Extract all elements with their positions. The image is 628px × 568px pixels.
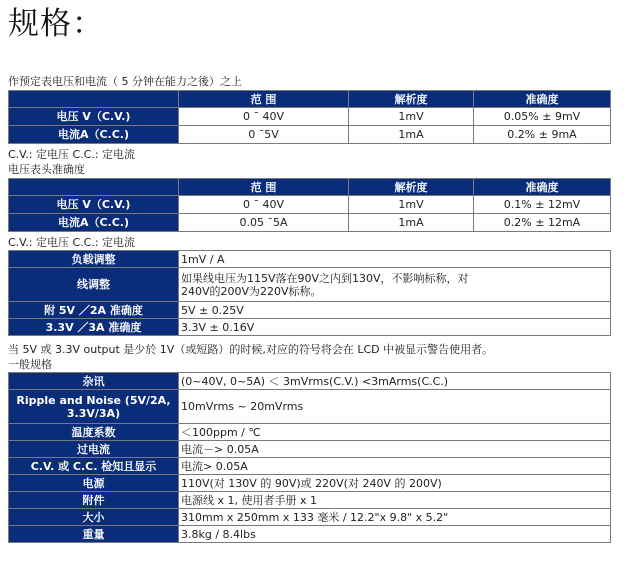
- header-range: 范 围: [179, 179, 349, 196]
- header-corner: [9, 179, 179, 196]
- table-row: [9, 214, 611, 232]
- value-cell: 如果线电压为115V落在90V之内到130V，不影响标称，对240V的200V为220V标称。: [179, 268, 611, 302]
- table-row: [9, 196, 611, 214]
- row-label: 电源: [9, 475, 179, 492]
- accuracy-cell: 0.1% ± 12mV: [474, 196, 611, 214]
- output-spec-table: [8, 90, 611, 144]
- accuracy-cell: 0.2% ± 12mA: [474, 214, 611, 232]
- row-label: 线调整: [9, 268, 179, 302]
- value-cell: 10mVrms ~ 20mVrms: [179, 390, 611, 424]
- table-row: [9, 475, 611, 492]
- header-accuracy: 准确度: [474, 179, 611, 196]
- table-row: [9, 268, 611, 302]
- section1-caption: 作预定表电压和电流（ 5 分钟在能力之後）之上: [8, 75, 242, 88]
- row-label: 负载调整: [9, 251, 179, 268]
- row-label: C.V. 或 C.C. 检知且显示: [9, 458, 179, 475]
- row-label: 电压 V（C.V.): [9, 108, 179, 126]
- value-cell: (0~40V, 0~5A) ＜ 3mVrms(C.V.) <3mArms(C.C.): [179, 373, 611, 390]
- general-spec-table: [8, 372, 611, 543]
- meter-accuracy-table: [8, 178, 611, 232]
- section4-caption: 一般规格: [8, 358, 52, 371]
- accuracy-cell: 0.05% ± 9mV: [474, 108, 611, 126]
- range-cell: 0 ˉ 40V: [179, 108, 349, 126]
- accuracy-cell: 0.2% ± 9mA: [474, 126, 611, 144]
- row-label: 大小: [9, 509, 179, 526]
- row-label: 附 5V ／2A 准确度: [9, 302, 179, 319]
- row-label: 附件: [9, 492, 179, 509]
- value-cell: 110V(对 130V 的 90V)或 220V(对 240V 的 200V): [179, 475, 611, 492]
- section3-footnote: 当 5V 或 3.3V output 是少於 1V（或短路）的时候,对应的符号将会在 LCD 中被显示警告使用者。: [8, 343, 494, 356]
- resolution-cell: 1mA: [349, 214, 474, 232]
- value-cell: 3.8kg / 8.4lbs: [179, 526, 611, 543]
- range-cell: 0 ˉ5V: [179, 126, 349, 144]
- row-label: 电压 V（C.V.): [9, 196, 179, 214]
- header-corner: [9, 91, 179, 108]
- range-cell: 0.05 ˉ5A: [179, 214, 349, 232]
- value-cell: ＜100ppm / ℃: [179, 424, 611, 441]
- row-label: Ripple and Noise (5V/2A, 3.3V/3A): [9, 390, 179, 424]
- table-row: [9, 390, 611, 424]
- table-row: [9, 441, 611, 458]
- resolution-cell: 1mV: [349, 196, 474, 214]
- table-row: [9, 458, 611, 475]
- header-range: 范 围: [179, 91, 349, 108]
- table-row: [9, 373, 611, 390]
- table-row: [9, 492, 611, 509]
- value-cell: 3.3V ± 0.16V: [179, 319, 611, 336]
- row-label: 重量: [9, 526, 179, 543]
- header-accuracy: 准确度: [474, 91, 611, 108]
- resolution-cell: 1mA: [349, 126, 474, 144]
- table-row: [9, 424, 611, 441]
- table-row: [9, 526, 611, 543]
- value-cell: 电流> 0.05A: [179, 458, 611, 475]
- table-row: [9, 509, 611, 526]
- table-row: [9, 251, 611, 268]
- row-label: 电流A（C.C.): [9, 214, 179, 232]
- resolution-cell: 1mV: [349, 108, 474, 126]
- value-cell: 5V ± 0.25V: [179, 302, 611, 319]
- row-label: 过电流: [9, 441, 179, 458]
- row-label: 3.3V ／3A 准确度: [9, 319, 179, 336]
- table-header-row: [9, 179, 611, 196]
- value-cell: 1mV / A: [179, 251, 611, 268]
- section2-caption: 电压表头准确度: [8, 163, 85, 176]
- row-label: 温度系数: [9, 424, 179, 441]
- table-row: [9, 126, 611, 144]
- value-cell: 310mm x 250mm x 133 毫米 / 12.2"x 9.8" x 5.2": [179, 509, 611, 526]
- row-label: 电流A（C.C.): [9, 126, 179, 144]
- table-row: [9, 302, 611, 319]
- header-resolution: 解析度: [349, 91, 474, 108]
- header-resolution: 解析度: [349, 179, 474, 196]
- page-title: 规格：: [8, 6, 104, 42]
- section2-footnote: C.V.: 定电压 C.C.: 定电流: [8, 236, 136, 249]
- row-label: 杂讯: [9, 373, 179, 390]
- table-row: [9, 108, 611, 126]
- regulation-table: [8, 250, 611, 336]
- section1-footnote: C.V.: 定电压 C.C.: 定电流: [8, 148, 136, 161]
- value-cell: 电源线 x 1, 使用者手册 x 1: [179, 492, 611, 509]
- value-cell: 电流－> 0.05A: [179, 441, 611, 458]
- table-header-row: [9, 91, 611, 108]
- range-cell: 0 ˉ 40V: [179, 196, 349, 214]
- table-row: [9, 319, 611, 336]
